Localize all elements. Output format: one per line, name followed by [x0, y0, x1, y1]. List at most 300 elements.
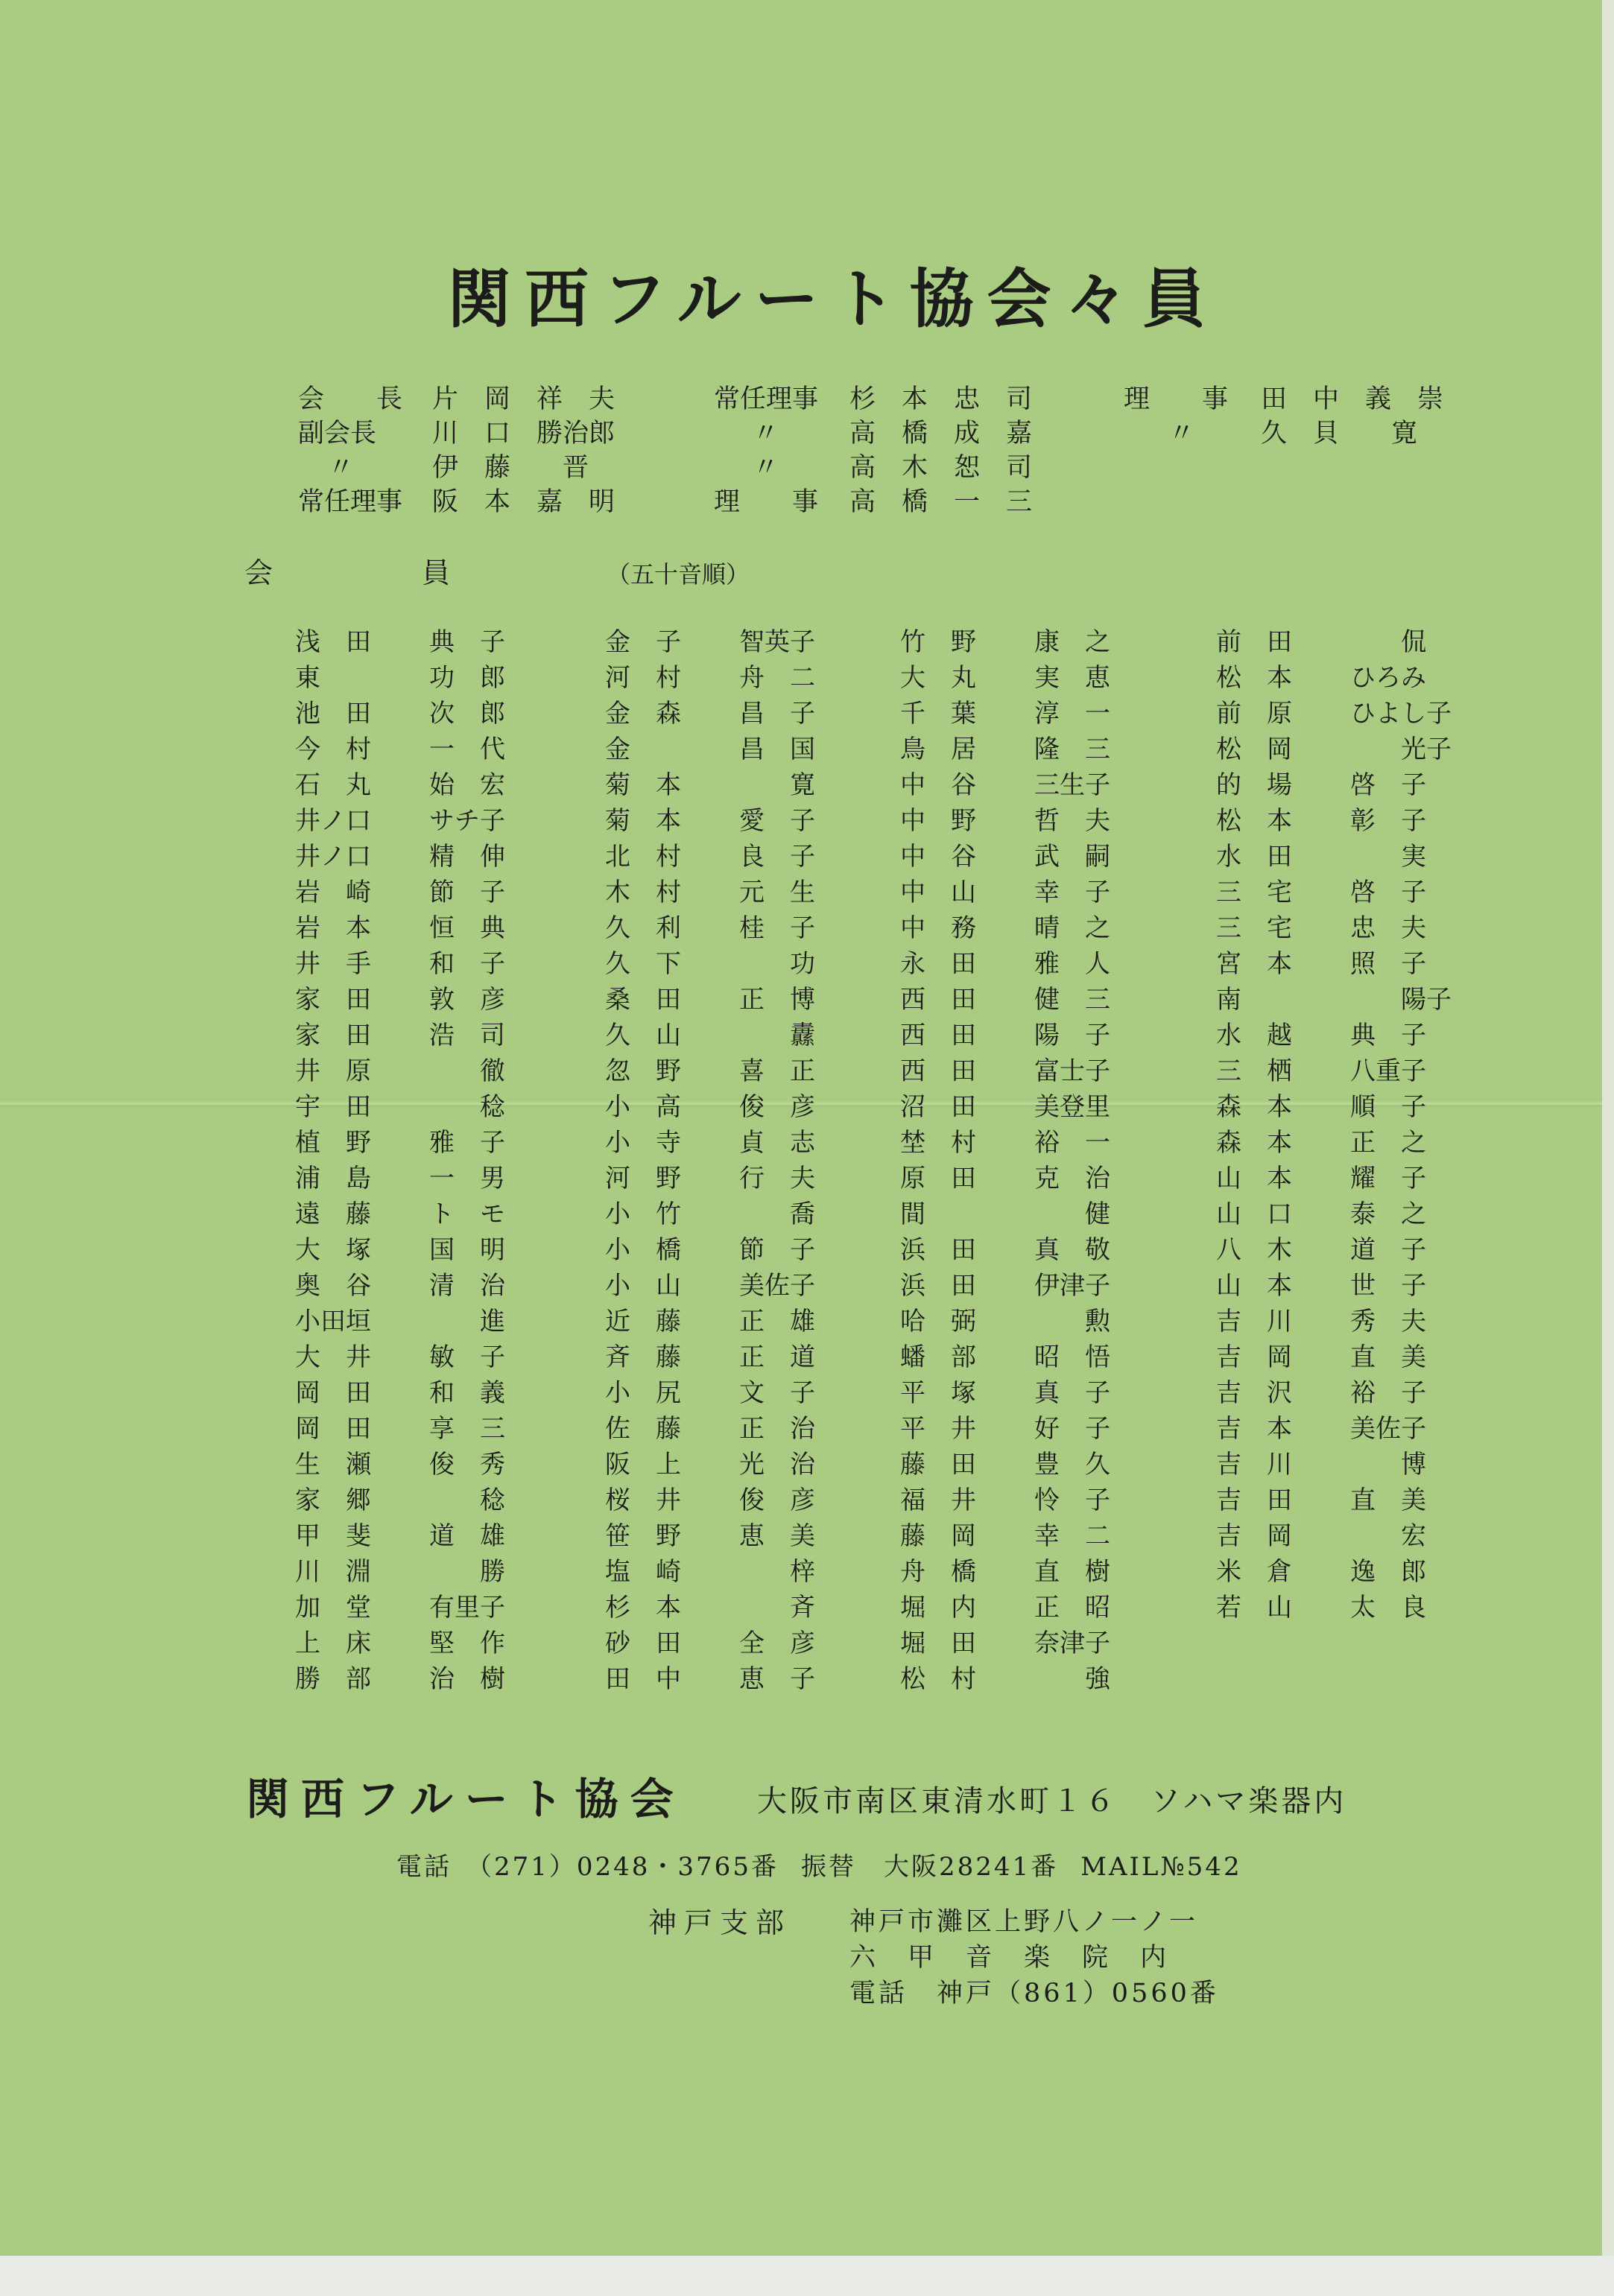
member-given-name: 光子 [1350, 735, 1452, 764]
member-surname: 今 村 [295, 735, 371, 764]
officer-name: 伊 藤 晋 [432, 453, 589, 483]
member-given-name: 俊 彦 [739, 1092, 815, 1122]
member-given-name: 昭 悟 [1034, 1342, 1110, 1372]
member-given-name: 耀 子 [1350, 1164, 1426, 1193]
member-surname: 上 床 [295, 1629, 371, 1658]
member-row [295, 1053, 593, 1089]
member-surname: 堀 内 [900, 1593, 976, 1623]
member-surname: 中 務 [900, 913, 976, 943]
member-surname: 永 田 [900, 949, 976, 979]
mail-number: MAIL№542 [1080, 1852, 1242, 1882]
member-row [295, 1375, 593, 1411]
member-row [295, 1196, 593, 1232]
member-given-name: 節 子 [429, 878, 505, 907]
member-given-name: 浩 司 [429, 1021, 505, 1050]
member-surname: 中 谷 [900, 770, 976, 800]
officer-role: 理 事 [714, 487, 819, 517]
member-surname: 小 高 [605, 1092, 681, 1122]
member-row [1216, 767, 1514, 803]
org-name: 関西フルート協会 [246, 1774, 686, 1824]
member-surname: 小 山 [605, 1271, 681, 1301]
officer-role: 〃 [1168, 419, 1195, 448]
member-given-name: 恵 美 [739, 1521, 815, 1551]
member-surname: 原 田 [900, 1164, 976, 1193]
member-row [1216, 982, 1514, 1018]
member-row [295, 660, 593, 696]
member-surname: 水 田 [1216, 842, 1292, 872]
member-given-name: 彰 子 [1350, 806, 1426, 836]
member-surname: 岩 崎 [295, 878, 371, 907]
member-row [1216, 839, 1514, 875]
member-surname: 菊 本 [605, 806, 681, 836]
member-row [295, 1447, 593, 1482]
member-row [900, 1626, 1198, 1661]
members-heading-note: （五十音順） [607, 560, 750, 589]
member-surname: 河 野 [605, 1164, 681, 1193]
member-surname: 家 田 [295, 985, 371, 1015]
member-surname: 井ノ口 [295, 842, 371, 872]
member-given-name: 有里子 [429, 1593, 505, 1623]
member-row [900, 1125, 1198, 1161]
member-row [900, 1554, 1198, 1590]
member-row [605, 1304, 903, 1339]
member-row [900, 1661, 1198, 1697]
member-surname: 森 本 [1216, 1092, 1292, 1122]
member-row [605, 1447, 903, 1482]
member-surname: 砂 田 [605, 1629, 681, 1658]
member-given-name: 舟 二 [739, 663, 815, 693]
member-given-name: 清 治 [429, 1271, 505, 1301]
member-row [295, 1089, 593, 1125]
member-surname: 山 本 [1216, 1271, 1292, 1301]
member-row [295, 1626, 593, 1661]
member-given-name: 富士子 [1034, 1056, 1110, 1086]
org-address: 大阪市南区東清水町１６ ソハマ楽器内 [757, 1784, 1347, 1818]
member-given-name: 世 子 [1350, 1271, 1426, 1301]
member-surname: 小田垣 [295, 1307, 371, 1336]
member-surname: 吉 岡 [1216, 1521, 1292, 1551]
member-row [900, 660, 1198, 696]
member-given-name: 啓 子 [1350, 878, 1426, 907]
member-row [605, 1089, 903, 1125]
member-surname: 三 栖 [1216, 1056, 1292, 1086]
officer-role: 副会長 [298, 419, 377, 448]
member-surname: 小 竹 [605, 1199, 681, 1229]
member-surname: 埜 村 [900, 1128, 976, 1158]
member-surname: 西 田 [900, 985, 976, 1015]
member-surname: 小 寺 [605, 1128, 681, 1158]
page-title: 関西フルート協会々員 [447, 261, 1220, 337]
member-row [295, 1554, 593, 1590]
member-given-name: 豊 久 [1034, 1450, 1110, 1480]
member-given-name: 智英子 [739, 627, 815, 657]
member-given-name: 幸 子 [1034, 878, 1110, 907]
member-surname: 岡 田 [295, 1378, 371, 1408]
member-given-name: 堅 作 [429, 1629, 505, 1658]
officer-name: 高 橋 一 三 [849, 487, 1033, 517]
member-surname: 竹 野 [900, 627, 976, 657]
member-given-name: 三生子 [1034, 770, 1110, 800]
branch-phone: 電話 神戸（861）0560番 [849, 1979, 1219, 2008]
member-surname: 甲 斐 [295, 1521, 371, 1551]
member-given-name: 徹 [429, 1056, 505, 1086]
member-given-name: 喜 正 [739, 1056, 815, 1086]
member-row [295, 1339, 593, 1375]
member-given-name: 俊 秀 [429, 1450, 505, 1480]
member-row [605, 1518, 903, 1554]
member-row [900, 1053, 1198, 1089]
officer-name: 杉 本 忠 司 [849, 384, 1033, 414]
member-row [605, 1590, 903, 1626]
member-given-name: 怜 子 [1034, 1485, 1110, 1515]
member-given-name: 一 代 [429, 735, 505, 764]
members-column-3 [900, 624, 1198, 1697]
member-given-name: 美佐子 [1350, 1414, 1426, 1444]
member-surname: 松 本 [1216, 806, 1292, 836]
officer-role: 常任理事 [298, 487, 403, 517]
member-surname: 間 [900, 1199, 925, 1229]
member-given-name: ひよし子 [1350, 699, 1452, 729]
member-given-name: 直 美 [1350, 1485, 1426, 1515]
member-row [900, 946, 1198, 982]
member-given-name: 忠 夫 [1350, 913, 1426, 943]
member-given-name: 良 子 [739, 842, 815, 872]
member-given-name: 強 [1034, 1664, 1110, 1694]
member-row [295, 1018, 593, 1053]
member-given-name: 宏 [1350, 1521, 1426, 1551]
member-given-name: 隆 三 [1034, 735, 1110, 764]
member-given-name: 稔 [429, 1092, 505, 1122]
member-given-name: 寛 [739, 770, 815, 800]
member-surname: 久 下 [605, 949, 681, 979]
member-row [1216, 1089, 1514, 1125]
member-row [1216, 1590, 1514, 1626]
member-row [900, 1339, 1198, 1375]
member-row [295, 1482, 593, 1518]
member-given-name: 陽子 [1350, 985, 1452, 1015]
member-row [605, 732, 903, 767]
member-row [900, 1518, 1198, 1554]
member-given-name: 美佐子 [739, 1271, 815, 1301]
member-surname: 浜 田 [900, 1271, 976, 1301]
member-given-name: 勝 [429, 1557, 505, 1587]
member-given-name: 逸 郎 [1350, 1557, 1426, 1587]
member-row [900, 732, 1198, 767]
member-surname: 金 [605, 735, 630, 764]
member-given-name: 実 恵 [1034, 663, 1110, 693]
contact-line [396, 1846, 1265, 1883]
member-row [295, 1590, 593, 1626]
member-surname: 鳥 居 [900, 735, 976, 764]
member-surname: 小 橋 [605, 1235, 681, 1265]
member-row [900, 875, 1198, 910]
page-edge-bottom [0, 2256, 1614, 2296]
member-surname: 宮 本 [1216, 949, 1292, 979]
member-surname: 堀 田 [900, 1629, 976, 1658]
member-surname: 千 葉 [900, 699, 976, 729]
officer-name: 久 貝 寛 [1261, 419, 1418, 448]
member-given-name: 典 子 [1350, 1021, 1426, 1050]
member-surname: 中 谷 [900, 842, 976, 872]
member-row [1216, 1304, 1514, 1339]
member-surname: 岩 本 [295, 913, 371, 943]
member-given-name: 幸 二 [1034, 1521, 1110, 1551]
member-given-name: ト モ [429, 1199, 505, 1229]
officer-name: 片 岡 祥 夫 [432, 384, 615, 414]
member-row [605, 1018, 903, 1053]
member-row [1216, 1018, 1514, 1053]
member-surname: 池 田 [295, 699, 371, 729]
member-given-name: 正 博 [739, 985, 815, 1015]
member-row [295, 696, 593, 732]
member-given-name: 纛 [739, 1021, 815, 1050]
phone-number: 電話 （271）0248・3765番 [396, 1852, 779, 1882]
member-surname: 杉 本 [605, 1593, 681, 1623]
member-surname: 蟠 部 [900, 1342, 976, 1372]
member-surname: 大 塚 [295, 1235, 371, 1265]
member-given-name: 一 男 [429, 1164, 505, 1193]
member-surname: 奥 谷 [295, 1271, 371, 1301]
member-given-name: 梓 [739, 1557, 815, 1587]
member-given-name: 博 [1350, 1450, 1426, 1480]
member-surname: 吉 本 [1216, 1414, 1292, 1444]
member-given-name: 和 義 [429, 1378, 505, 1408]
member-row [1216, 660, 1514, 696]
officer-name: 田 中 義 崇 [1261, 384, 1444, 414]
member-surname: 西 田 [900, 1021, 976, 1050]
members-heading [244, 550, 750, 591]
member-row [295, 1518, 593, 1554]
member-given-name: 真 子 [1034, 1378, 1110, 1408]
members-column-4 [1216, 624, 1514, 1697]
member-row [900, 1590, 1198, 1626]
member-given-name: 勲 [1034, 1307, 1110, 1336]
member-row [295, 1268, 593, 1304]
officer-role: 理 事 [1124, 384, 1229, 414]
member-row [605, 1268, 903, 1304]
member-given-name: 愛 子 [739, 806, 815, 836]
member-given-name: 恵 子 [739, 1664, 815, 1694]
member-row [295, 1232, 593, 1268]
member-surname: 桜 井 [605, 1485, 681, 1515]
member-surname: 的 場 [1216, 770, 1292, 800]
member-surname: 山 本 [1216, 1164, 1292, 1193]
member-given-name: 貞 志 [739, 1128, 815, 1158]
member-surname: 吉 沢 [1216, 1378, 1292, 1408]
member-given-name: 伊津子 [1034, 1271, 1110, 1301]
member-row [295, 624, 593, 660]
member-row [1216, 1125, 1514, 1161]
member-surname: 吉 田 [1216, 1485, 1292, 1515]
member-given-name: 直 美 [1350, 1342, 1426, 1372]
member-row [1216, 1554, 1514, 1590]
member-surname: 西 田 [900, 1056, 976, 1086]
member-row [900, 1018, 1198, 1053]
member-row [605, 910, 903, 946]
member-surname: 木 村 [605, 878, 681, 907]
member-surname: 阪 上 [605, 1450, 681, 1480]
member-row [605, 946, 903, 982]
member-surname: 藤 岡 [900, 1521, 976, 1551]
members-column-2 [605, 624, 903, 1697]
member-row [295, 1304, 593, 1339]
member-given-name: 功 郎 [429, 663, 505, 693]
member-row [900, 803, 1198, 839]
member-given-name: 武 嗣 [1034, 842, 1110, 872]
member-surname: 大 丸 [900, 663, 976, 693]
member-row [900, 696, 1198, 732]
member-given-name: 八重子 [1350, 1056, 1426, 1086]
member-row [900, 1232, 1198, 1268]
member-given-name: 秀 夫 [1350, 1307, 1426, 1336]
member-row [900, 982, 1198, 1018]
officer-name: 川 口 勝治郎 [432, 419, 615, 448]
member-surname: 近 藤 [605, 1307, 681, 1336]
member-row [1216, 732, 1514, 767]
member-given-name: 次 郎 [429, 699, 505, 729]
officer-role: 〃 [328, 453, 355, 483]
member-row [1216, 1232, 1514, 1268]
member-given-name: 順 子 [1350, 1092, 1426, 1122]
member-surname: 浜 田 [900, 1235, 976, 1265]
member-given-name: 裕 一 [1034, 1128, 1110, 1158]
member-given-name: 康 之 [1034, 627, 1110, 657]
member-given-name: 敏 子 [429, 1342, 505, 1372]
branch-venue: 六 甲 音 楽 院 内 [849, 1943, 1170, 1973]
member-surname: 南 [1216, 985, 1241, 1015]
page-edge-right [1602, 0, 1614, 2296]
member-surname: 若 山 [1216, 1593, 1292, 1623]
member-given-name: 始 宏 [429, 770, 505, 800]
member-surname: 前 原 [1216, 699, 1292, 729]
member-given-name: 恒 典 [429, 913, 505, 943]
member-row [295, 1125, 593, 1161]
member-row [295, 875, 593, 910]
member-row [605, 803, 903, 839]
member-surname: 福 井 [900, 1485, 976, 1515]
member-surname: 松 村 [900, 1664, 976, 1694]
member-given-name: 健 三 [1034, 985, 1110, 1015]
member-given-name: 節 子 [739, 1235, 815, 1265]
member-surname: 井 手 [295, 949, 371, 979]
member-row [1216, 1161, 1514, 1196]
member-row [295, 946, 593, 982]
member-surname: 吉 川 [1216, 1450, 1292, 1480]
member-row [900, 767, 1198, 803]
member-given-name: 裕 子 [1350, 1378, 1426, 1408]
member-given-name: 正 之 [1350, 1128, 1426, 1158]
member-given-name: 真 敬 [1034, 1235, 1110, 1265]
member-row [1216, 1518, 1514, 1554]
member-surname: 三 宅 [1216, 878, 1292, 907]
member-surname: 中 野 [900, 806, 976, 836]
transfer-account: 振替 大阪28241番 [800, 1852, 1059, 1882]
member-surname: 小 尻 [605, 1378, 681, 1408]
member-surname: 石 丸 [295, 770, 371, 800]
member-given-name: 治 樹 [429, 1664, 505, 1694]
member-row [295, 1661, 593, 1697]
member-surname: 川 淵 [295, 1557, 371, 1587]
member-given-name: 泰 之 [1350, 1199, 1426, 1229]
member-given-name: 元 生 [739, 878, 815, 907]
member-surname: 前 田 [1216, 627, 1292, 657]
member-surname: 金 子 [605, 627, 681, 657]
member-surname: 金 森 [605, 699, 681, 729]
member-row [900, 1411, 1198, 1447]
member-row [605, 839, 903, 875]
member-surname: 宇 田 [295, 1092, 371, 1122]
member-surname: 遠 藤 [295, 1199, 371, 1229]
member-given-name: 功 [739, 949, 815, 979]
member-surname: 家 郷 [295, 1485, 371, 1515]
member-given-name: 哲 夫 [1034, 806, 1110, 836]
member-surname: 三 宅 [1216, 913, 1292, 943]
member-surname: 佐 藤 [605, 1414, 681, 1444]
member-row [605, 875, 903, 910]
member-surname: 井 原 [295, 1056, 371, 1086]
member-given-name: 行 夫 [739, 1164, 815, 1193]
member-row [605, 1232, 903, 1268]
member-row [1216, 1339, 1514, 1375]
member-given-name: 健 [1034, 1199, 1110, 1229]
member-given-name: 昌 国 [739, 735, 815, 764]
member-given-name: 淳 一 [1034, 699, 1110, 729]
member-row [605, 1125, 903, 1161]
officer-role: 会 長 [298, 384, 403, 414]
member-surname: 笹 野 [605, 1521, 681, 1551]
member-given-name: 和 子 [429, 949, 505, 979]
member-given-name: 実 [1350, 842, 1426, 872]
member-row [900, 1304, 1198, 1339]
member-row [1216, 1482, 1514, 1518]
member-row [295, 910, 593, 946]
member-row [1216, 875, 1514, 910]
member-surname: 菊 本 [605, 770, 681, 800]
member-given-name: 雅 子 [429, 1128, 505, 1158]
member-row [605, 767, 903, 803]
member-given-name: 陽 子 [1034, 1021, 1110, 1050]
branch-label: 神戸支部 [648, 1906, 792, 1939]
member-row [605, 1626, 903, 1661]
member-given-name: 全 彦 [739, 1629, 815, 1658]
member-given-name: 正 治 [739, 1414, 815, 1444]
member-surname: 藤 田 [900, 1450, 976, 1480]
member-row [1216, 1411, 1514, 1447]
member-row [900, 1268, 1198, 1304]
member-row [1216, 1268, 1514, 1304]
member-surname: 井ノ口 [295, 806, 371, 836]
member-row [900, 1482, 1198, 1518]
branch-address: 神戸市灘区上野八ノ一ノ一 [849, 1907, 1199, 1937]
member-row [605, 660, 903, 696]
member-row [1216, 1196, 1514, 1232]
member-row [605, 1411, 903, 1447]
member-row [295, 732, 593, 767]
member-given-name: 正 道 [739, 1342, 815, 1372]
member-surname: 久 山 [605, 1021, 681, 1050]
officer-role: 常任理事 [714, 384, 819, 414]
member-surname: 水 越 [1216, 1021, 1292, 1050]
member-given-name: 雅 人 [1034, 949, 1110, 979]
member-given-name: サチ子 [429, 806, 505, 836]
member-surname: 田 中 [605, 1664, 681, 1694]
member-surname: 植 野 [295, 1128, 371, 1158]
officer-name: 高 橋 成 嘉 [849, 419, 1033, 448]
member-surname: 勝 部 [295, 1664, 371, 1694]
member-surname: 哈 弼 [900, 1307, 976, 1336]
member-row [900, 624, 1198, 660]
member-row [1216, 696, 1514, 732]
